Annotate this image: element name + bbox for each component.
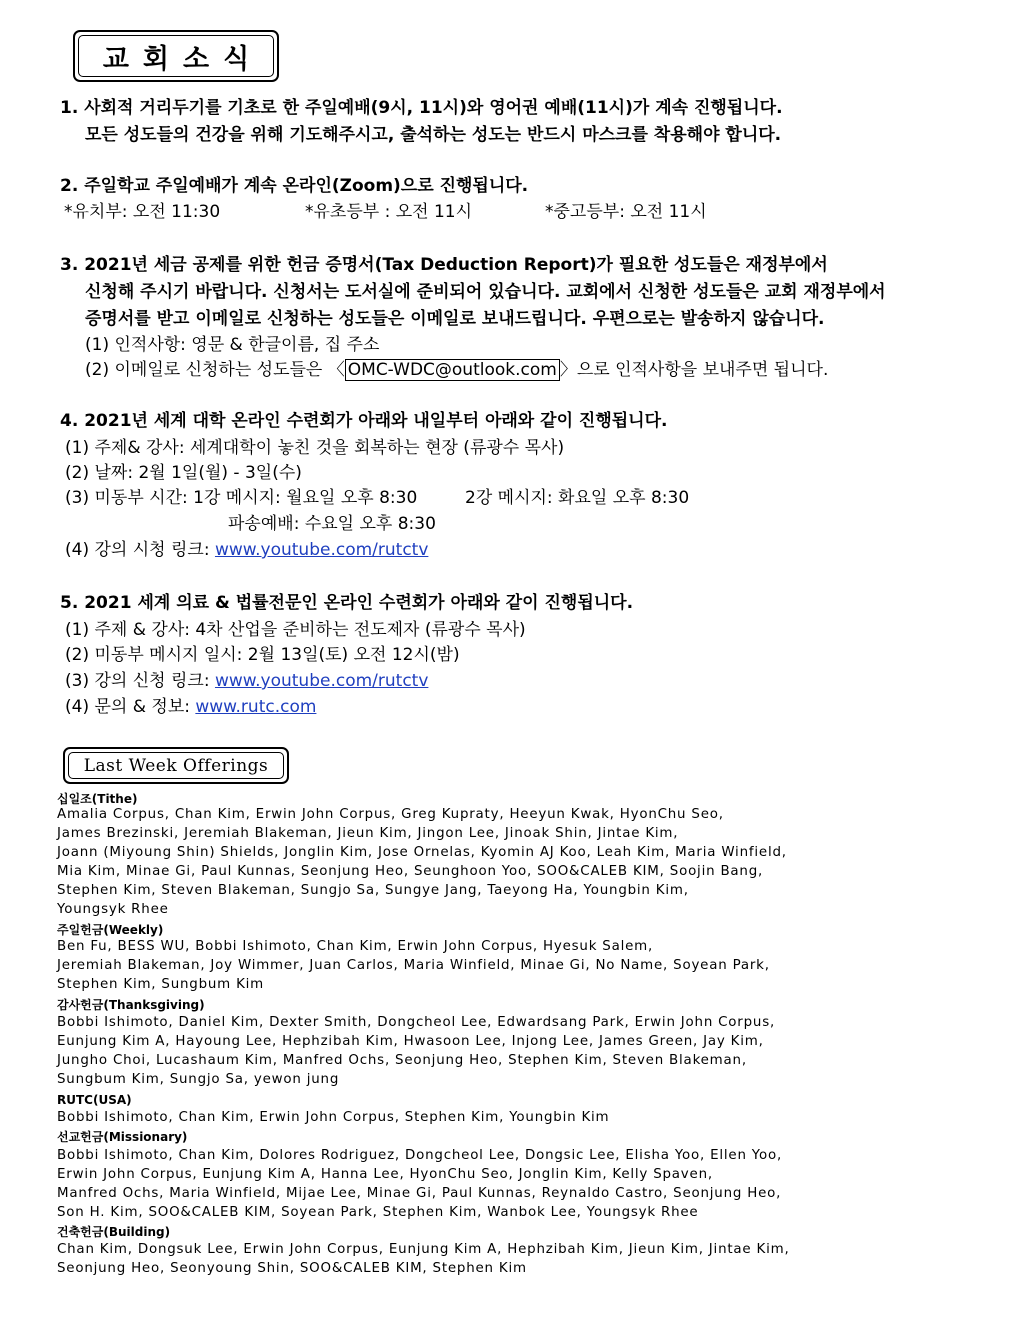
notice-3-line-1: 3. 2021년 세금 공제를 위한 헌금 증명서(Tax Deduction Report)가 필요한 성도들은 재정부에서 bbox=[60, 255, 828, 275]
offering-names-line: Erwin John Corpus, Eunjung Kim A, Hanna Lee, HyonChu Seo, Jonglin Kim, Kelly Spaven, bbox=[57, 1167, 713, 1182]
offering-category-rutc: RUTC(USA) bbox=[57, 1093, 132, 1107]
notice-4-sub-3b: 2강 메시지: 화요일 오후 8:30 bbox=[465, 488, 690, 508]
notice-3-sub-2-suffix: 으로 인적사항을 보내주면 됩니다. bbox=[576, 360, 829, 380]
notice-5-heading: 5. 2021 세계 의료 & 법률전문인 온라인 수련회가 아래와 같이 진행됩니다. bbox=[60, 593, 634, 613]
notice-5-sub-3-prefix: (3) 강의 신청 링크: bbox=[65, 671, 215, 691]
offering-names-line: Bobbi Ishimoto, Daniel Kim, Dexter Smith, Dongcheol Lee, Edwardsang Park, Erwin John Corpus, bbox=[57, 1015, 776, 1030]
offering-names-line: Seonjung Heo, Seonyoung Shin, SOO&CALEB KIM, Stephen Kim bbox=[57, 1261, 527, 1276]
angle-open-icon: 〈 bbox=[327, 360, 345, 380]
offerings-title-box bbox=[63, 747, 289, 784]
notice-1-line-1: 1. 사회적 거리두기를 기초로 한 주일예배(9시, 11시)와 영어권 예배(11시)가 계속 진행됩니다. bbox=[60, 98, 783, 118]
notice-5-sub-1: (1) 주제 & 강사: 4차 산업을 준비하는 전도제자 (류광수 목사) bbox=[65, 620, 526, 640]
offering-names-line: Son H. Kim, SOO&CALEB KIM, Soyean Park, Stephen Kim, Wanbok Lee, Youngsyk Rhee bbox=[57, 1205, 699, 1220]
offering-category-tithe: 십일조(Tithe) bbox=[57, 792, 138, 806]
offering-names-line: James Brezinski, Jeremiah Blakeman, Jieun Kim, Jingon Lee, Jinoak Shin, Jintae Kim, bbox=[57, 826, 679, 841]
notice-3-sub-1: (1) 인적사항: 영문 & 한글이름, 집 주소 bbox=[85, 335, 380, 355]
offering-names-line: Sungbum Kim, Sungjo Sa, yewon jung bbox=[57, 1072, 340, 1087]
notice-4-sub-3a: (3) 미동부 시간: 1강 메시지: 월요일 오후 8:30 bbox=[65, 488, 418, 508]
angle-close-icon: 〉 bbox=[559, 360, 577, 380]
email-link[interactable]: OMC-WDC@outlook.com bbox=[345, 359, 560, 381]
page-title: 교회소식 bbox=[102, 43, 264, 75]
notice-2-kindergarten: *유치부: 오전 11:30 bbox=[64, 202, 221, 222]
youtube-link[interactable]: www.youtube.com/rutctv bbox=[214, 671, 429, 691]
offering-names-line: Ben Fu, BESS WU, Bobbi Ishimoto, Chan Kim, Erwin John Corpus, Hyesuk Salem, bbox=[57, 939, 654, 954]
notice-5-sub-4-prefix: (4) 문의 & 정보: bbox=[65, 697, 196, 717]
offering-names-line: Stephen Kim, Steven Blakeman, Sungjo Sa, Sungye Jang, Taeyong Ha, Youngbin Kim, bbox=[57, 883, 689, 898]
church-news-title-box bbox=[73, 30, 279, 82]
offering-names-line: Bobbi Ishimoto, Chan Kim, Erwin John Corpus, Stephen Kim, Youngbin Kim bbox=[57, 1110, 610, 1125]
offering-names-line: Eunjung Kim A, Hayoung Lee, Hephzibah Kim, Hwasoon Lee, Injong Lee, James Green, Jay Kim, bbox=[57, 1034, 764, 1049]
offering-names-line: Youngsyk Rhee bbox=[57, 902, 169, 917]
offering-names-line: Jeremiah Blakeman, Joy Wimmer, Juan Carlos, Maria Winfield, Minae Gi, No Name, Soyean Park, bbox=[57, 958, 770, 973]
notice-2-youth: *중고등부: 오전 11시 bbox=[545, 202, 707, 222]
title-inner-frame bbox=[78, 35, 274, 77]
offering-category-thanksgiving: 감사헌금(Thanksgiving) bbox=[57, 998, 205, 1012]
notice-5-sub-3 bbox=[65, 673, 428, 690]
notice-3-line-3: 증명서를 받고 이메일로 신청하는 성도들은 이메일로 보내드립니다. 우편으로는 발송하지 않습니다. bbox=[85, 309, 825, 329]
offering-names-line: Joann (Miyoung Shin) Shields, Jonglin Kim, Jose Ornelas, Kyomin AJ Koo, Leah Kim, Maria Winfield, bbox=[57, 845, 787, 860]
notice-5-sub-4 bbox=[65, 699, 316, 716]
notice-2-heading: 2. 주일학교 주일예배가 계속 온라인(Zoom)으로 진행됩니다. bbox=[60, 176, 529, 196]
youtube-link[interactable]: www.youtube.com/rutctv bbox=[214, 540, 429, 560]
notice-4-sub-4 bbox=[65, 542, 428, 559]
offering-names-line: Stephen Kim, Sungbum Kim bbox=[57, 977, 265, 992]
notice-3-sub-2 bbox=[85, 362, 828, 379]
offering-names-line: Amalia Corpus, Chan Kim, Erwin John Corpus, Greg Kupraty, Heeyun Kwak, HyonChu Seo, bbox=[57, 807, 724, 822]
notice-1-line-2: 모든 성도들의 건강을 위해 기도해주시고, 출석하는 성도는 반드시 마스크를 착용해야 합니다. bbox=[85, 125, 782, 145]
rutc-link[interactable]: www.rutc.com bbox=[195, 697, 317, 717]
notice-5-sub-2: (2) 미동부 메시지 일시: 2월 13일(토) 오전 12시(밤) bbox=[65, 645, 460, 665]
offering-names-line: Jungho Choi, Lucashaum Kim, Manfred Ochs, Seonjung Heo, Stephen Kim, Steven Blakeman, bbox=[57, 1053, 747, 1068]
offering-category-building: 건축헌금(Building) bbox=[57, 1225, 171, 1239]
notice-4-sub-2: (2) 날짜: 2월 1일(월) - 3일(수) bbox=[65, 463, 302, 483]
offering-names-line: Chan Kim, Dongsuk Lee, Erwin John Corpus, Eunjung Kim A, Hephzibah Kim, Jieun Kim, Jintae Kim, bbox=[57, 1242, 790, 1257]
notice-2-elementary: *유초등부 : 오전 11시 bbox=[305, 202, 473, 222]
notice-4-sub-4-prefix: (4) 강의 시청 링크: bbox=[65, 540, 215, 560]
offering-category-weekly: 주일헌금(Weekly) bbox=[57, 923, 164, 937]
notice-4-heading: 4. 2021년 세계 대학 온라인 수련회가 아래와 내일부터 아래와 같이 진행됩니다. bbox=[60, 411, 668, 431]
offerings-title: Last Week Offerings bbox=[83, 755, 269, 776]
notice-3-line-2: 신청해 주시기 바랍니다. 신청서는 도서실에 준비되어 있습니다. 교회에서 신청한 성도들은 교회 재정부에서 bbox=[85, 282, 886, 302]
offering-names-line: Bobbi Ishimoto, Chan Kim, Dolores Rodriguez, Dongcheol Lee, Dongsic Lee, Elisha Yoo, Ellen Yoo, bbox=[57, 1148, 783, 1163]
offerings-title-inner-frame bbox=[68, 752, 284, 779]
notice-4-sub-3c: 파송예배: 수요일 오후 8:30 bbox=[228, 514, 436, 534]
notice-4-sub-1: (1) 주제& 강사: 세계대학이 놓친 것을 회복하는 현장 (류광수 목사) bbox=[65, 438, 565, 458]
offering-category-missionary: 선교헌금(Missionary) bbox=[57, 1130, 188, 1144]
offering-names-line: Mia Kim, Minae Gi, Paul Kunnas, Seonjung Heo, Seunghoon Yoo, SOO&CALEB KIM, Soojin Bang, bbox=[57, 864, 764, 879]
notice-3-sub-2-prefix: (2) 이메일로 신청하는 성도들은 bbox=[85, 360, 328, 380]
offering-names-line: Manfred Ochs, Maria Winfield, Mijae Lee, Minae Gi, Paul Kunnas, Reynaldo Castro, Seonjung Heo, bbox=[57, 1186, 782, 1201]
